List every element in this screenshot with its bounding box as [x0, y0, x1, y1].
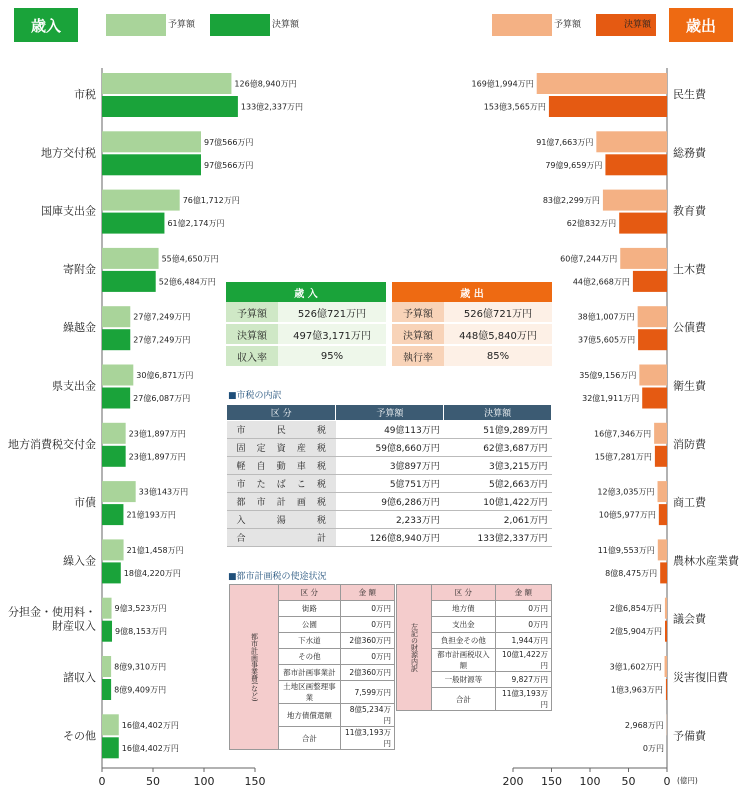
ct-name: 下水道: [279, 633, 341, 649]
summary-value: 95%: [278, 345, 386, 367]
revenue-tick-label: 0: [98, 775, 106, 788]
expense-data-label: 44億2,668万円: [572, 277, 630, 287]
table-row: [392, 345, 552, 367]
expense-bar: [549, 96, 667, 117]
expense-data-label: 8億8,475万円: [605, 568, 658, 578]
table-row: [226, 345, 386, 367]
revenue-category-label: 繰入金: [63, 554, 96, 568]
city-plan-tax-left-table: [229, 584, 395, 750]
expense-bar: [642, 388, 667, 409]
ct-name: 支出金: [432, 617, 496, 633]
revenue-data-label: 27億7,249万円: [133, 312, 191, 322]
revenue-category-label: 市税: [74, 88, 96, 101]
revenue-bar: [102, 271, 156, 292]
expense-bar: [537, 73, 667, 94]
summary-value: 526億721万円: [444, 302, 552, 323]
revenue-summary-table: [226, 282, 386, 368]
tax-settle: 10億1,422万円: [444, 493, 552, 511]
revenue-bar: [102, 621, 112, 642]
revenue-data-label: 21億193万円: [126, 510, 176, 520]
ct-amount: 1,944万円: [495, 633, 551, 649]
expense-bar: [603, 190, 667, 211]
ct-amount: 11億3,193万円: [340, 727, 394, 750]
table-row: [227, 421, 552, 439]
ct-col-header: 区 分: [279, 585, 341, 601]
expense-category-label: 民生費: [673, 88, 706, 101]
revenue-data-label: 23億1,897万円: [128, 429, 186, 439]
expense-data-label: 37億5,605万円: [577, 335, 636, 345]
table-row: [227, 511, 552, 529]
tax-name: 合計: [227, 529, 336, 547]
expense-data-label: 38億1,007万円: [577, 312, 635, 322]
legend-rev-budget-label: 予算額: [168, 20, 196, 30]
expense-data-label: 16億7,346万円: [594, 429, 652, 439]
revenue-bar: [102, 481, 136, 502]
revenue-bar: [102, 562, 121, 583]
revenue-category-label: その他: [63, 729, 96, 743]
ct-amount: 2億360万円: [340, 633, 394, 649]
legend-rev-settle-label: 決算額: [272, 20, 300, 30]
tax-settle: 2,061万円: [444, 511, 552, 529]
tax-settle: 5億2,663万円: [444, 475, 552, 493]
ct-name: 街路: [279, 601, 341, 617]
expense-bar: [620, 248, 667, 269]
expense-bar: [619, 213, 667, 234]
tax-budget: 3億897万円: [336, 457, 444, 475]
expense-data-label: 0万円: [642, 743, 664, 753]
expense-category-label: 災害復旧費: [673, 671, 728, 684]
tax-name: 入湯税: [227, 511, 336, 529]
expense-tick-label: 100: [579, 775, 601, 788]
tax-breakdown-title: ■市税の内訳: [228, 391, 282, 401]
summary-label: 予算額: [392, 302, 444, 323]
expense-data-label: 11億9,553万円: [597, 545, 655, 555]
expense-data-label: 32億1,911万円: [582, 394, 640, 403]
ct-amount: 9,827万円: [495, 672, 551, 688]
tax-settle: 3億3,215万円: [444, 457, 552, 475]
expense-bar: [658, 481, 667, 502]
expense-category-label: 土木費: [673, 262, 706, 276]
table-row: [227, 493, 552, 511]
ct-name: 合計: [432, 688, 496, 711]
revenue-data-label: 8億9,409万円: [114, 685, 167, 695]
legend-exp-budget-label: 予算額: [554, 20, 582, 30]
revenue-data-label: 8億9,310万円: [114, 662, 167, 672]
revenue-bar: [102, 96, 238, 117]
revenue-header: 歳入: [14, 8, 78, 42]
revenue-data-label: 33億143万円: [138, 487, 189, 497]
revenue-bar: [102, 388, 130, 409]
tax-budget: 5億751万円: [336, 475, 444, 493]
expense-tick-label: 150: [541, 775, 562, 788]
ct-name: 公園: [279, 617, 341, 633]
expense-category-label: 衛生費: [673, 379, 706, 393]
expense-bar: [665, 598, 667, 619]
expense-category-label: 公債費: [673, 321, 706, 335]
expense-summary-title: 歳 出: [392, 282, 552, 302]
revenue-tick-label: 50: [146, 775, 160, 788]
summary-value: 526億721万円: [278, 302, 386, 323]
expense-category-label: 予備費: [673, 729, 706, 743]
revenue-bar: [102, 213, 164, 234]
expense-category-label: 教育費: [673, 204, 706, 218]
ct-name: 地方債償還額: [279, 704, 341, 727]
expense-data-label: 1億3,963万円: [610, 685, 663, 695]
summary-label: 執行率: [392, 345, 444, 367]
revenue-bar: [102, 714, 119, 735]
table-row: [392, 323, 552, 345]
expense-category-label: 議会費: [673, 612, 706, 626]
revenue-bar: [102, 248, 159, 269]
revenue-bar: [102, 504, 123, 525]
city-plan-tax-title: ■都市計画税の使途状況: [228, 572, 327, 582]
revenue-tick-label: 150: [244, 775, 266, 788]
ct-left-side-label: 都市計画事業費(など): [230, 585, 279, 750]
summary-value: 497億3,171万円: [278, 323, 386, 345]
expense-data-label: 169億1,994万円: [471, 79, 534, 89]
table-row: [226, 323, 386, 345]
revenue-bar: [102, 190, 180, 211]
expense-header: 歳出: [669, 8, 733, 42]
ct-name: 都市計画税収入額: [432, 649, 496, 672]
expense-data-label: 153億3,565万円: [483, 102, 546, 112]
ct-amount: 0万円: [340, 617, 394, 633]
tax-budget: 126億8,940万円: [336, 529, 444, 547]
ct-amount: 2億360万円: [340, 665, 394, 681]
ct-col-header: 区 分: [432, 585, 496, 601]
revenue-category-label: 諸収入: [63, 671, 96, 684]
expense-category-label: 農林水産業費: [673, 554, 739, 568]
summary-value: 448億5,840万円: [444, 323, 552, 345]
tax-settle: 133億2,337万円: [444, 529, 552, 547]
revenue-data-label: 16億4,402万円: [121, 743, 179, 753]
expense-tick-label: 0: [663, 775, 671, 788]
expense-bar: [655, 446, 667, 467]
revenue-bar: [102, 329, 130, 350]
revenue-category-label: 寄附金: [63, 262, 96, 276]
revenue-data-label: 27億6,087万円: [133, 394, 191, 403]
expense-data-label: 60億7,244万円: [560, 254, 618, 264]
summary-value: 85%: [444, 345, 552, 367]
revenue-bar: [102, 423, 126, 444]
tax-budget: 2,233万円: [336, 511, 444, 529]
tax-col-header: 予算額: [336, 405, 444, 421]
table-row: [227, 457, 552, 475]
revenue-tick-label: 100: [193, 775, 215, 788]
revenue-category-label: 地方消費税交付金: [8, 437, 96, 451]
revenue-category-label: 分担金・使用料・: [8, 605, 96, 619]
summary-label: 予算額: [226, 302, 278, 323]
ct-name: 一般財源等: [432, 672, 496, 688]
expense-bar: [654, 423, 667, 444]
expense-category-label: 商工費: [673, 496, 706, 510]
expense-data-label: 62億832万円: [566, 219, 617, 229]
ct-amount: 11億3,193万円: [495, 688, 551, 711]
expense-unit-label: (億円): [677, 776, 698, 785]
revenue-data-label: 126億8,940万円: [234, 79, 297, 89]
ct-name: 地方債: [432, 601, 496, 617]
table-row: [227, 475, 552, 493]
expense-bar: [596, 131, 667, 152]
revenue-category-label: 地方交付税: [41, 146, 96, 160]
expense-bar: [660, 562, 667, 583]
revenue-bar: [102, 679, 111, 700]
expense-data-label: 10億5,977万円: [598, 510, 656, 520]
tax-name: 固定資産税: [227, 439, 336, 457]
summary-label: 決算額: [226, 323, 278, 345]
tax-name: 軽自動車税: [227, 457, 336, 475]
ct-amount: 10億1,422万円: [495, 649, 551, 672]
expense-category-label: 総務費: [673, 146, 706, 160]
expense-data-label: 3億1,602万円: [609, 662, 662, 672]
revenue-data-label: 61億2,174万円: [167, 219, 225, 229]
table-row: [227, 439, 552, 457]
tax-col-header: 区 分: [227, 405, 336, 421]
revenue-data-label: 27億7,249万円: [133, 335, 191, 345]
ct-name: 土地区画整理事業: [279, 681, 341, 704]
revenue-data-label: 76億1,712万円: [182, 196, 240, 206]
tax-breakdown-table: [226, 404, 552, 547]
tax-budget: 59億8,660万円: [336, 439, 444, 457]
city-plan-tax-right-table: [396, 584, 552, 711]
revenue-summary-title: 歳 入: [226, 282, 386, 302]
ct-col-header: 金 額: [495, 585, 551, 601]
revenue-data-label: 9億3,523万円: [114, 604, 167, 614]
expense-tick-label: 50: [621, 775, 636, 788]
tax-name: 市たばこ税: [227, 475, 336, 493]
revenue-data-label: 97億566万円: [203, 160, 254, 170]
ct-col-header: 金 額: [340, 585, 394, 601]
revenue-bar: [102, 539, 124, 560]
revenue-category-label: 市債: [74, 496, 96, 510]
tax-settle: 51億9,289万円: [444, 421, 552, 439]
revenue-data-label: 30億6,871万円: [136, 371, 194, 380]
expense-bar: [638, 306, 667, 327]
table-row: [226, 302, 386, 323]
expense-bar: [666, 679, 667, 700]
expense-data-label: 12億3,035万円: [597, 487, 655, 497]
expense-bar: [638, 329, 667, 350]
revenue-data-label: 9億8,153万円: [115, 627, 168, 637]
expense-bar: [665, 656, 667, 677]
revenue-data-label: 133億2,337万円: [240, 102, 304, 112]
revenue-category-label: 繰越金: [63, 321, 96, 335]
revenue-data-label: 21億1,458万円: [126, 545, 184, 555]
summary-label: 収入率: [226, 345, 278, 367]
revenue-bar: [102, 656, 111, 677]
expense-data-label: 2,968万円: [624, 720, 664, 730]
ct-amount: 7,599万円: [340, 681, 394, 704]
tax-col-header: 決算額: [444, 405, 552, 421]
revenue-bar: [102, 154, 201, 175]
revenue-bar: [102, 598, 112, 619]
revenue-category-label: 県支出金: [52, 379, 96, 393]
expense-bar: [659, 504, 667, 525]
ct-name: その他: [279, 649, 341, 665]
expense-tick-label: 200: [502, 775, 524, 788]
ct-amount: 8億5,234万円: [340, 704, 394, 727]
tax-name: 市民税: [227, 421, 336, 439]
expense-data-label: 79億9,659万円: [545, 160, 603, 170]
expense-data-label: 35億9,156万円: [579, 371, 637, 380]
expense-bar: [658, 539, 667, 560]
ct-amount: 0万円: [340, 649, 394, 665]
tax-name: 都市計画税: [227, 493, 336, 511]
expense-data-label: 15億7,281万円: [594, 452, 652, 462]
ct-name: 都市計画事業計: [279, 665, 341, 681]
expense-data-label: 91億7,663万円: [536, 137, 594, 147]
revenue-bar: [102, 306, 130, 327]
ct-amount: 0万円: [340, 601, 394, 617]
revenue-bar: [102, 131, 201, 152]
revenue-data-label: 18億4,220万円: [123, 568, 181, 578]
ct-name: 合計: [279, 727, 341, 750]
revenue-data-label: 16億4,402万円: [121, 720, 179, 730]
revenue-data-label: 23億1,897万円: [128, 452, 186, 462]
revenue-data-label: 52億6,484万円: [158, 277, 216, 287]
tax-settle: 62億3,687万円: [444, 439, 552, 457]
revenue-category-label: 財産収入: [52, 619, 96, 633]
ct-amount: 0万円: [495, 617, 551, 633]
tax-budget: 9億6,286万円: [336, 493, 444, 511]
revenue-bar: [102, 365, 133, 386]
expense-data-label: 2億6,854万円: [609, 604, 662, 614]
expense-bar: [665, 621, 667, 642]
summary-label: 決算額: [392, 323, 444, 345]
ct-amount: 0万円: [495, 601, 551, 617]
expense-bar: [633, 271, 667, 292]
ct-right-side-label: 左記の財源内訳: [397, 585, 432, 711]
revenue-data-label: 97億566万円: [203, 137, 254, 147]
expense-bar: [605, 154, 667, 175]
expense-data-label: 2億5,904万円: [610, 627, 663, 637]
ct-name: 負担金その他: [432, 633, 496, 649]
revenue-bar: [102, 737, 119, 758]
expense-category-label: 消防費: [673, 437, 706, 451]
revenue-category-label: 国庫支出金: [41, 204, 96, 218]
expense-bar: [639, 365, 667, 386]
legend-exp-settle-label: 決算額: [624, 20, 652, 30]
revenue-bar: [102, 446, 126, 467]
tax-budget: 49億113万円: [336, 421, 444, 439]
expense-summary-table: [392, 282, 552, 368]
revenue-bar: [102, 73, 231, 94]
table-row: [227, 529, 552, 547]
table-row: [392, 302, 552, 323]
expense-data-label: 83億2,299万円: [542, 196, 600, 206]
revenue-data-label: 55億4,650万円: [161, 254, 219, 264]
